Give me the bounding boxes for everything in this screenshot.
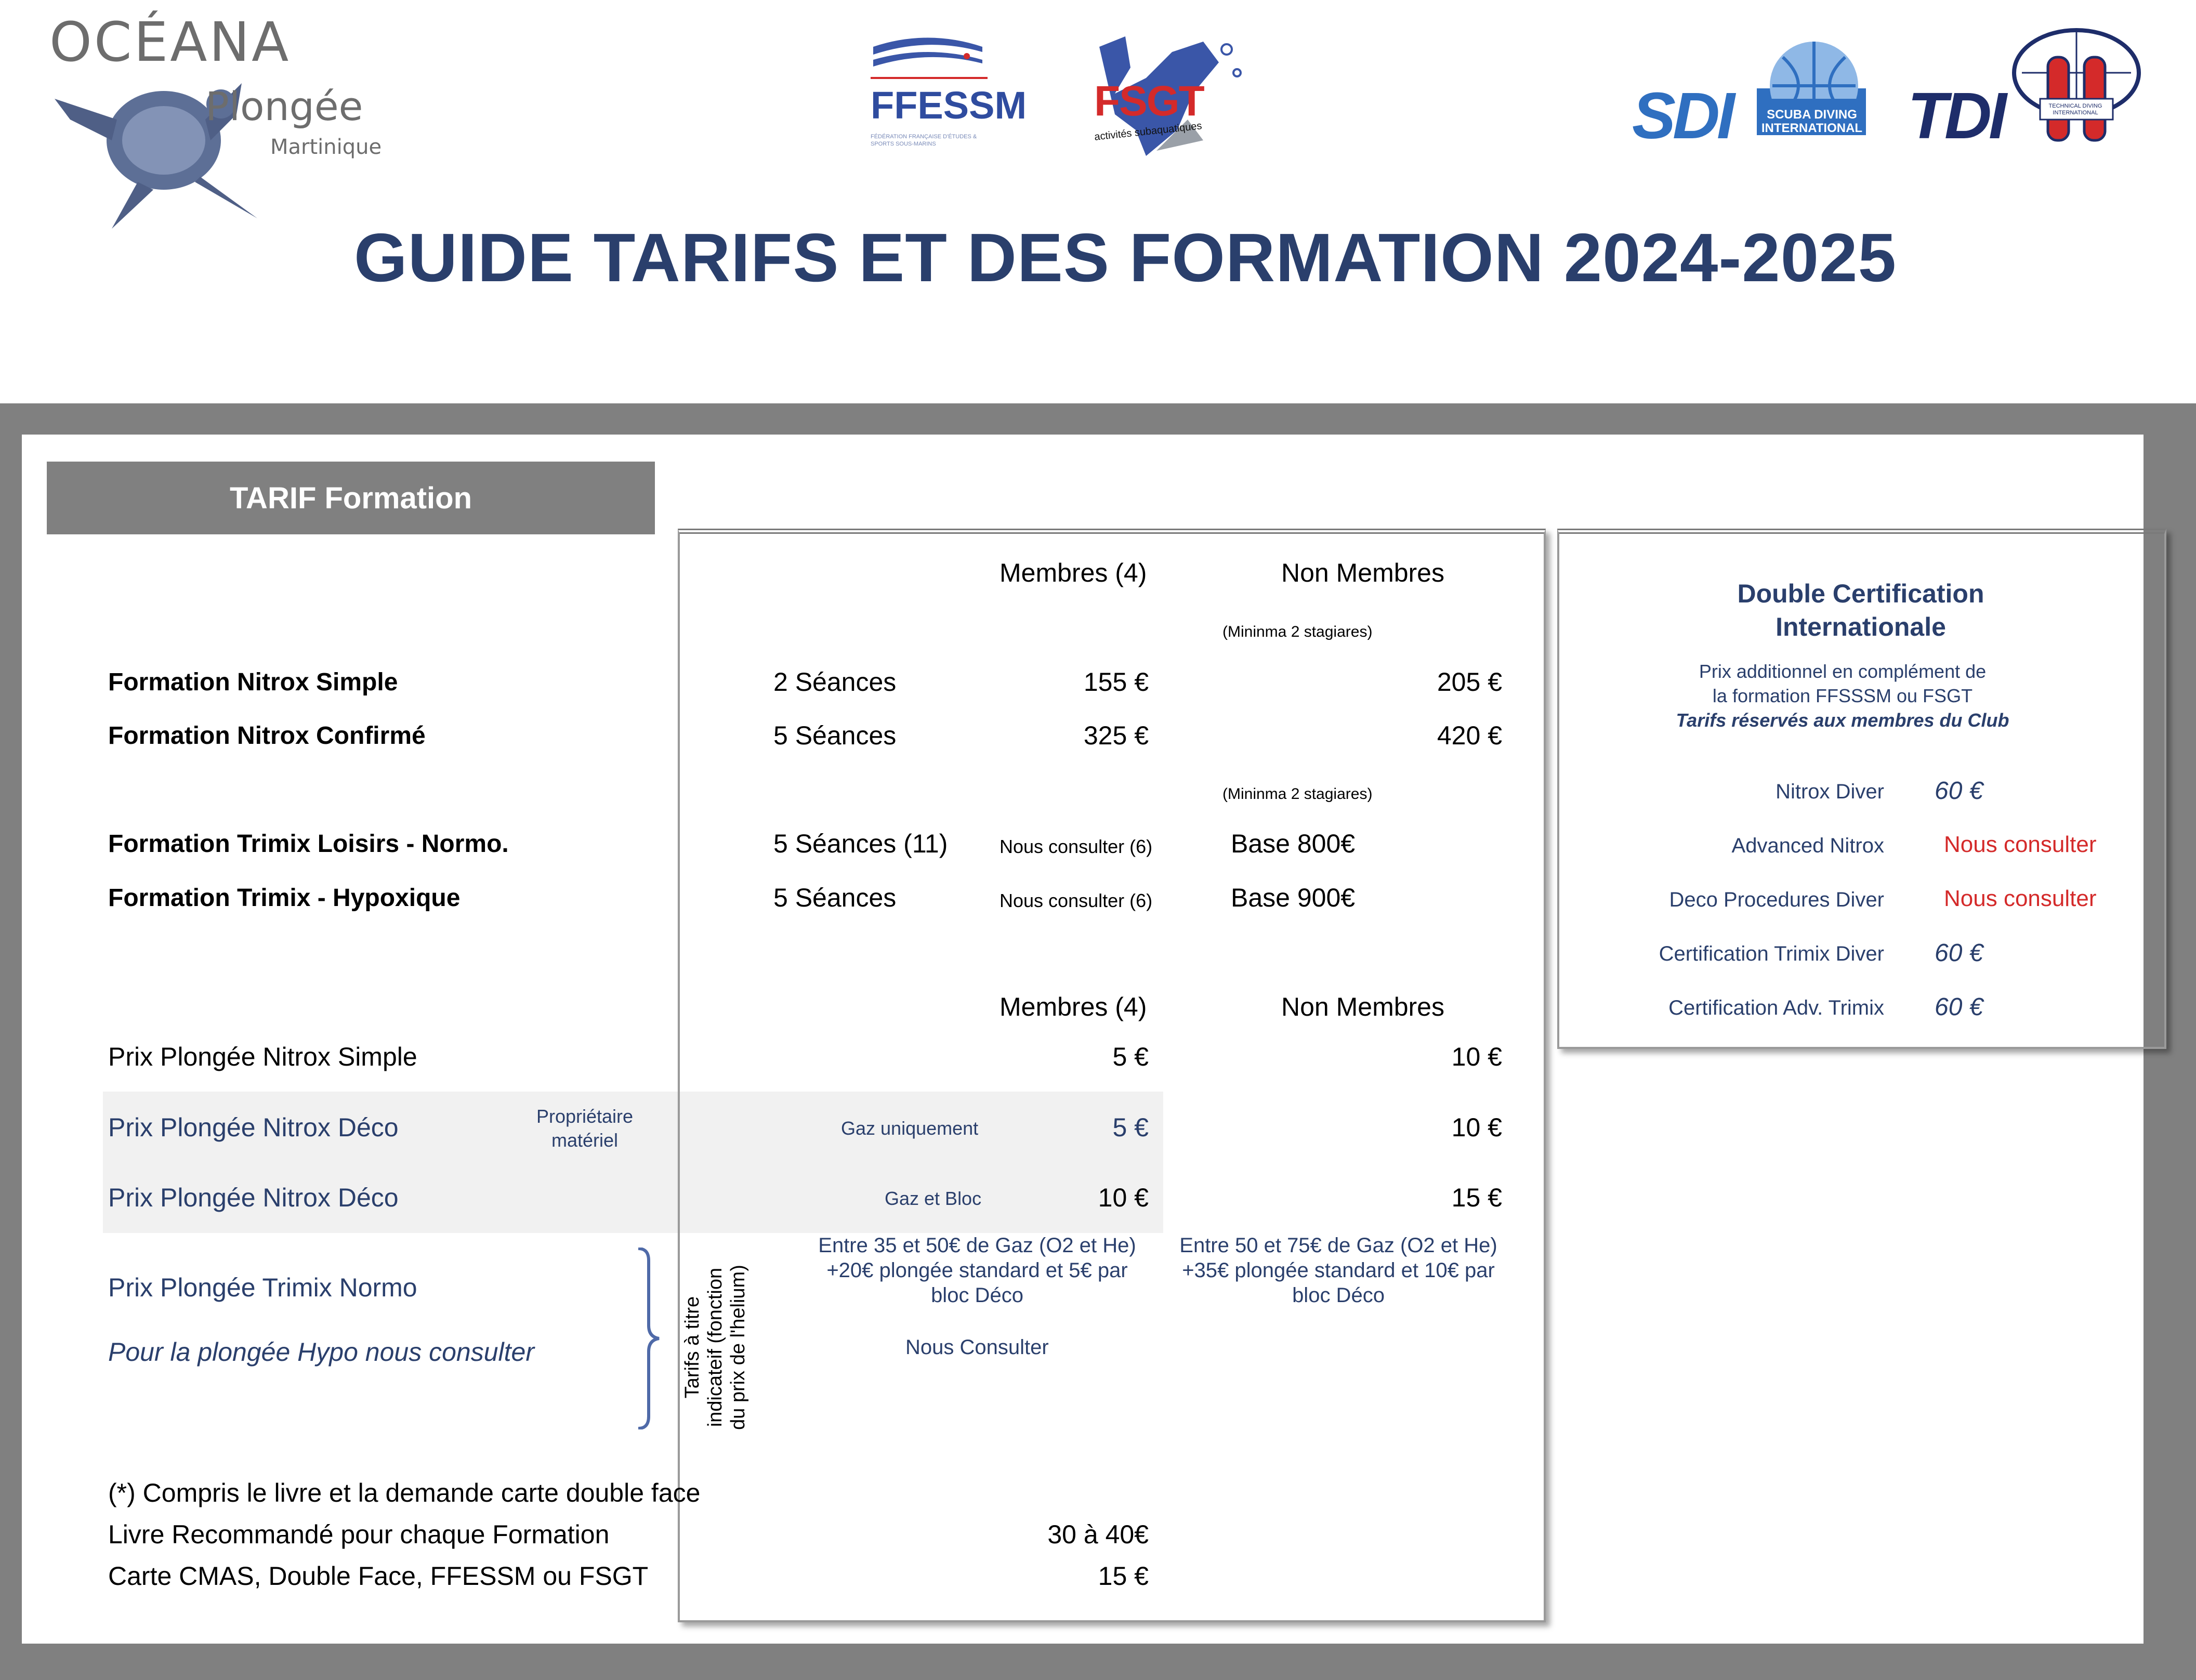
- dive-label: Prix Plongée Nitrox Déco: [108, 1183, 399, 1212]
- fsgt-logo: [1084, 31, 1250, 166]
- formation-sessions: 5 Séances: [773, 883, 897, 912]
- cert-price: Nous consulter: [1944, 832, 2097, 857]
- cert-price: Nous consulter: [1944, 886, 2097, 911]
- certification-title-line: Double Certification: [1737, 579, 1984, 608]
- dives-col-non-members: Non Membres: [1281, 992, 1444, 1021]
- cert-label: Deco Procedures Diver: [1669, 888, 1884, 911]
- hypo-note: Pour la plongée Hypo nous consulter: [108, 1337, 534, 1367]
- oceana-logo: [49, 10, 403, 229]
- footer-note: (*) Compris le livre et la demande carte double face: [108, 1478, 701, 1507]
- tdi-logo: [1908, 26, 2147, 151]
- cert-price: 60 €: [1935, 993, 1983, 1021]
- formation-members-price: Nous consulter (6): [1000, 890, 1153, 911]
- owner-note: Propriétaire matériel: [536, 1106, 634, 1151]
- formation-members-price: Nous consulter (6): [1000, 836, 1153, 857]
- dive-label: Prix Plongée Nitrox Simple: [108, 1042, 417, 1071]
- formation-non-members-price: 420 €: [1437, 721, 1502, 750]
- formation-name: Formation Trimix - Hypoxique: [108, 884, 461, 912]
- vertical-note-line: Tarifs à titre: [681, 1296, 703, 1399]
- formation-sessions: 5 Séances (11): [773, 829, 948, 858]
- cert-label: Certification Trimix Diver: [1659, 942, 1884, 965]
- certification-reserved-note: Tarifs réservés aux membres du Club: [1676, 710, 2009, 731]
- dive-non-members-price: 10 €: [1451, 1042, 1502, 1071]
- vertical-note-line: indicateif (fonction: [704, 1267, 726, 1427]
- trimix-non-members-price: Entre 50 et 75€ de Gaz (O2 et He) +35€ plongée standard et 10€ par bloc Déco: [1179, 1234, 1497, 1307]
- formations-col-non-members: Non Membres: [1281, 558, 1444, 587]
- page-title: GUIDE TARIFS ET DES FORMATION 2024-2025: [353, 219, 1897, 296]
- cert-price: 60 €: [1935, 777, 1983, 805]
- dive-label: Prix Plongée Trimix Normo: [108, 1273, 417, 1302]
- certification-title: [1559, 577, 2162, 644]
- oceana-logo-text: OCÉANA: [49, 10, 291, 74]
- formation-name: Formation Nitrox Confirmé: [108, 722, 426, 750]
- certification-title-line: Internationale: [1776, 612, 1946, 641]
- formation-members-price: 325 €: [1083, 721, 1149, 750]
- book-label: Livre Recommandé pour chaque Formation: [108, 1520, 610, 1549]
- certification-description-line: la formation FFSSSM ou FSGT: [1712, 685, 1973, 706]
- dive-label: Prix Plongée Nitrox Déco: [108, 1113, 399, 1142]
- ffessm-text: FFESSM: [871, 84, 1027, 127]
- formation-non-members-price: 205 €: [1437, 667, 1502, 697]
- formation-non-members-price: Base 800€: [1231, 829, 1356, 858]
- card-price: 15 €: [1098, 1561, 1149, 1591]
- sdi-text: SDI: [1632, 79, 1732, 152]
- certification-description-line: Prix additionnel en complément de: [1699, 661, 1987, 682]
- dives-col-members: Membres (4): [1000, 992, 1147, 1021]
- formation-members-price: 155 €: [1083, 667, 1149, 697]
- ffessm-wave-icon: [871, 31, 988, 73]
- cert-label: Advanced Nitrox: [1731, 834, 1884, 857]
- vertical-note-line: du prix de l'helium): [727, 1265, 749, 1430]
- sdi-subtext: SCUBA DIVING INTERNATIONAL: [1761, 108, 1863, 135]
- cert-label: Nitrox Diver: [1776, 780, 1884, 803]
- cert-price: 60 €: [1935, 939, 1983, 967]
- tdi-text: TDI: [1908, 79, 2004, 152]
- dive-detail: Gaz et Bloc: [885, 1188, 982, 1209]
- fsgt-subtext: activités subaquatiques: [1094, 120, 1203, 143]
- min-note: (Mininma 2 stagiares): [1222, 623, 1373, 640]
- fsgt-text: FSGT: [1094, 77, 1204, 125]
- tdi-tanks-icon: [2011, 26, 2141, 151]
- min-note: (Mininma 2 stagiares): [1222, 785, 1373, 803]
- dive-members-price: 10 €: [1098, 1183, 1149, 1212]
- formation-name: Formation Nitrox Simple: [108, 668, 398, 696]
- oceana-martinique-text: Martinique: [270, 135, 382, 159]
- formation-sessions: 5 Séances: [773, 721, 897, 750]
- trimix-members-price: Entre 35 et 50€ de Gaz (O2 et He) +20€ plongée standard et 5€ par bloc Déco: [818, 1234, 1136, 1307]
- formation-sessions: 2 Séances: [773, 667, 897, 697]
- card-label: Carte CMAS, Double Face, FFESSM ou FSGT: [108, 1561, 649, 1591]
- dive-members-price: 5 €: [1112, 1042, 1149, 1071]
- sdi-logo: [1632, 31, 1871, 151]
- tarif-formation-header: TARIF Formation: [47, 462, 655, 534]
- vertical-note: [681, 1249, 754, 1446]
- dive-non-members-price: 10 €: [1451, 1113, 1502, 1142]
- formation-name: Formation Trimix Loisirs - Normo.: [108, 830, 509, 858]
- tdi-subtext: TECHNICAL DIVING INTERNATIONAL: [2048, 103, 2102, 116]
- formations-col-members: Membres (4): [1000, 558, 1147, 587]
- oceana-plongee-text: Plongée: [205, 83, 363, 129]
- brace-icon: [633, 1248, 664, 1429]
- consult-text: Nous Consulter: [905, 1336, 1049, 1359]
- dive-members-price: 5 €: [1112, 1113, 1149, 1142]
- cert-label: Certification Adv. Trimix: [1668, 996, 1884, 1019]
- certification-description: [1559, 659, 2126, 732]
- dive-detail: Gaz uniquement: [841, 1118, 979, 1139]
- ffessm-subtext: FÉDÉRATION FRANÇAISE D'ÉTUDES & SPORTS SOUS-MARINS: [871, 134, 977, 147]
- ffessm-logo: [871, 31, 1027, 156]
- dive-non-members-price: 15 €: [1451, 1183, 1502, 1212]
- formation-non-members-price: Base 900€: [1231, 883, 1356, 912]
- book-price: 30 à 40€: [1047, 1520, 1149, 1549]
